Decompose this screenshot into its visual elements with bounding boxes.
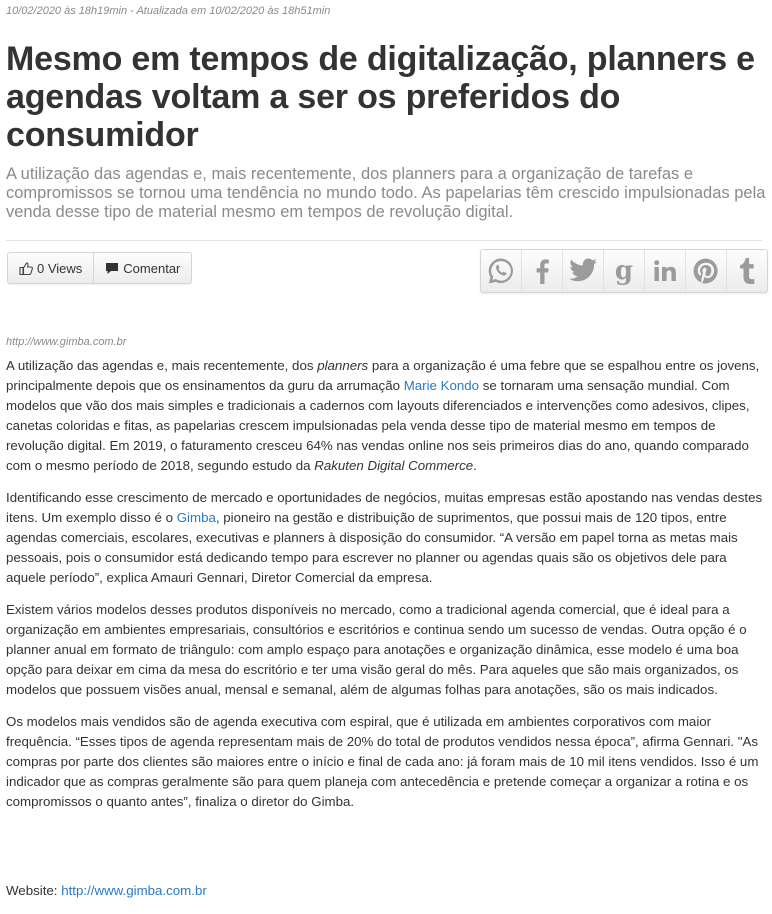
share-linkedin-button[interactable] (644, 250, 685, 292)
comment-button[interactable] (93, 253, 191, 283)
whatsapp-icon (486, 256, 516, 286)
comment-icon (105, 262, 119, 275)
website-label: Website: (6, 883, 58, 898)
comment-label: Comentar (123, 260, 181, 276)
article-body (6, 356, 766, 824)
linkedin-icon (653, 259, 677, 283)
website-line (6, 883, 207, 898)
image-source: http://www.gimba.com.br (6, 336, 127, 348)
paragraph-2: Identificando esse crescimento de mercado e oportunidades de negócios, muitas empresas estão apostando nas vendas destes itens. Um exemplo disso é o Gimba, pioneiro na gestão e distribuição de suprimentos, que possui mais de 120 tipos, entre agendas comerciais, escolares, executivas e planners à disposição do consumidor. “A versão em papel torna as metas mais pessoais, pois o consumidor está dedicando tempo para escrever no planner ou agendas quais são os objetivos dele para aquele período”, explica Amauri Gennari, Diretor Comercial da empresa. (6, 490, 763, 585)
article-title: Mesmo em tempos de digitalização, planners e agendas voltam a ser os preferidos do consumidor (6, 40, 755, 154)
tumblr-icon (738, 257, 756, 285)
article-dateline: 10/02/2020 às 18h19min - Atualizada em 10/02/2020 às 18h51min (6, 5, 331, 17)
gimba-link[interactable]: Gimba (176, 510, 216, 525)
divider (6, 240, 762, 241)
share-facebook-button[interactable] (521, 250, 562, 292)
share-tumblr-button[interactable] (726, 250, 767, 292)
share-twitter-button[interactable] (562, 250, 603, 292)
twitter-icon (568, 258, 598, 284)
marie-kondo-link[interactable]: Marie Kondo (403, 378, 480, 393)
article-actions (7, 252, 192, 284)
views-label: 0 Views (37, 260, 83, 276)
article-lead: A utilização das agendas e, mais recentemente, dos planners para a organização de tarefas e compromissos se tornou uma tendência no mundo todo. As papelarias têm crescido impulsionadas pela venda desse tipo de material mesmo em tempos de revolução digital. (6, 165, 766, 221)
thumbs-up-icon (19, 262, 33, 275)
facebook-icon (532, 256, 552, 286)
paragraph-4: Os modelos mais vendidos são de agenda executiva com espiral, que é utilizada em ambientes corporativos com maior frequência. “Esses tipos de agenda representam mais de 20% do total de produtos vendidos nessa época”, afirma Gennari. "As compras por parte dos clientes são maiores entre o início e final de cada ano: já foram mais de 10 mil itens vendidos. Isso é um indicador que as compras geralmente são para quem planeja com antecedência e pretende começar a organizar a rotina e os compromissos o quanto antes”, finaliza o diretor do Gimba. (6, 714, 759, 809)
share-pinterest-button[interactable] (685, 250, 726, 292)
emphasis-rakuten: Rakuten Digital Commerce (314, 458, 474, 473)
emphasis-planners: planners (317, 358, 369, 373)
paragraph-3: Existem vários modelos desses produtos disponíveis no mercado, como a tradicional agenda comercial, que é ideal para a organização em ambientes empresariais, consultórios e escritórios e continua sendo um sucesso de vendas. Outra opção é o planner anual em formato de triângulo: com amplo espaço para anotações e organização dinâmica, esse modelo é uma boa opção para deixar em cima da mesa do escritório e ter uma visão geral do mês. Para aqueles que são mais organizados, os modelos que possuem visões anual, mensal e semanal, além de algumas folhas para anotações, são os mais indicados. (6, 602, 747, 697)
website-link[interactable]: http://www.gimba.com.br (61, 883, 207, 898)
google-icon: g (614, 256, 634, 286)
share-bar (480, 249, 768, 293)
views-button[interactable] (8, 253, 93, 283)
share-whatsapp-button[interactable] (481, 250, 521, 292)
share-google-button[interactable] (603, 250, 644, 292)
pinterest-icon (691, 256, 721, 286)
paragraph-1: A utilização das agendas e, mais recentemente, dos planners para a organização é uma febre que se espalhou entre os jovens, principalmente depois que os ensinamentos da guru da arrumação Marie Kondo se tornaram uma sensação mundial. Com modelos que vão dos mais simples e tradicionais a cadernos com layouts diferenciados e intervenções como adesivos, clipes, canetas coloridas e fitas, as papelarias crescem impulsionadas pela venda desse tipo de material mesmo em tempos de revolução digital. Em 2019, o faturamento cresceu 64% nas vendas online nos seis primeiros dias do ano, quando comparado com o mesmo período de 2018, segundo estudo da Rakuten Digital Commerce. (6, 358, 760, 473)
